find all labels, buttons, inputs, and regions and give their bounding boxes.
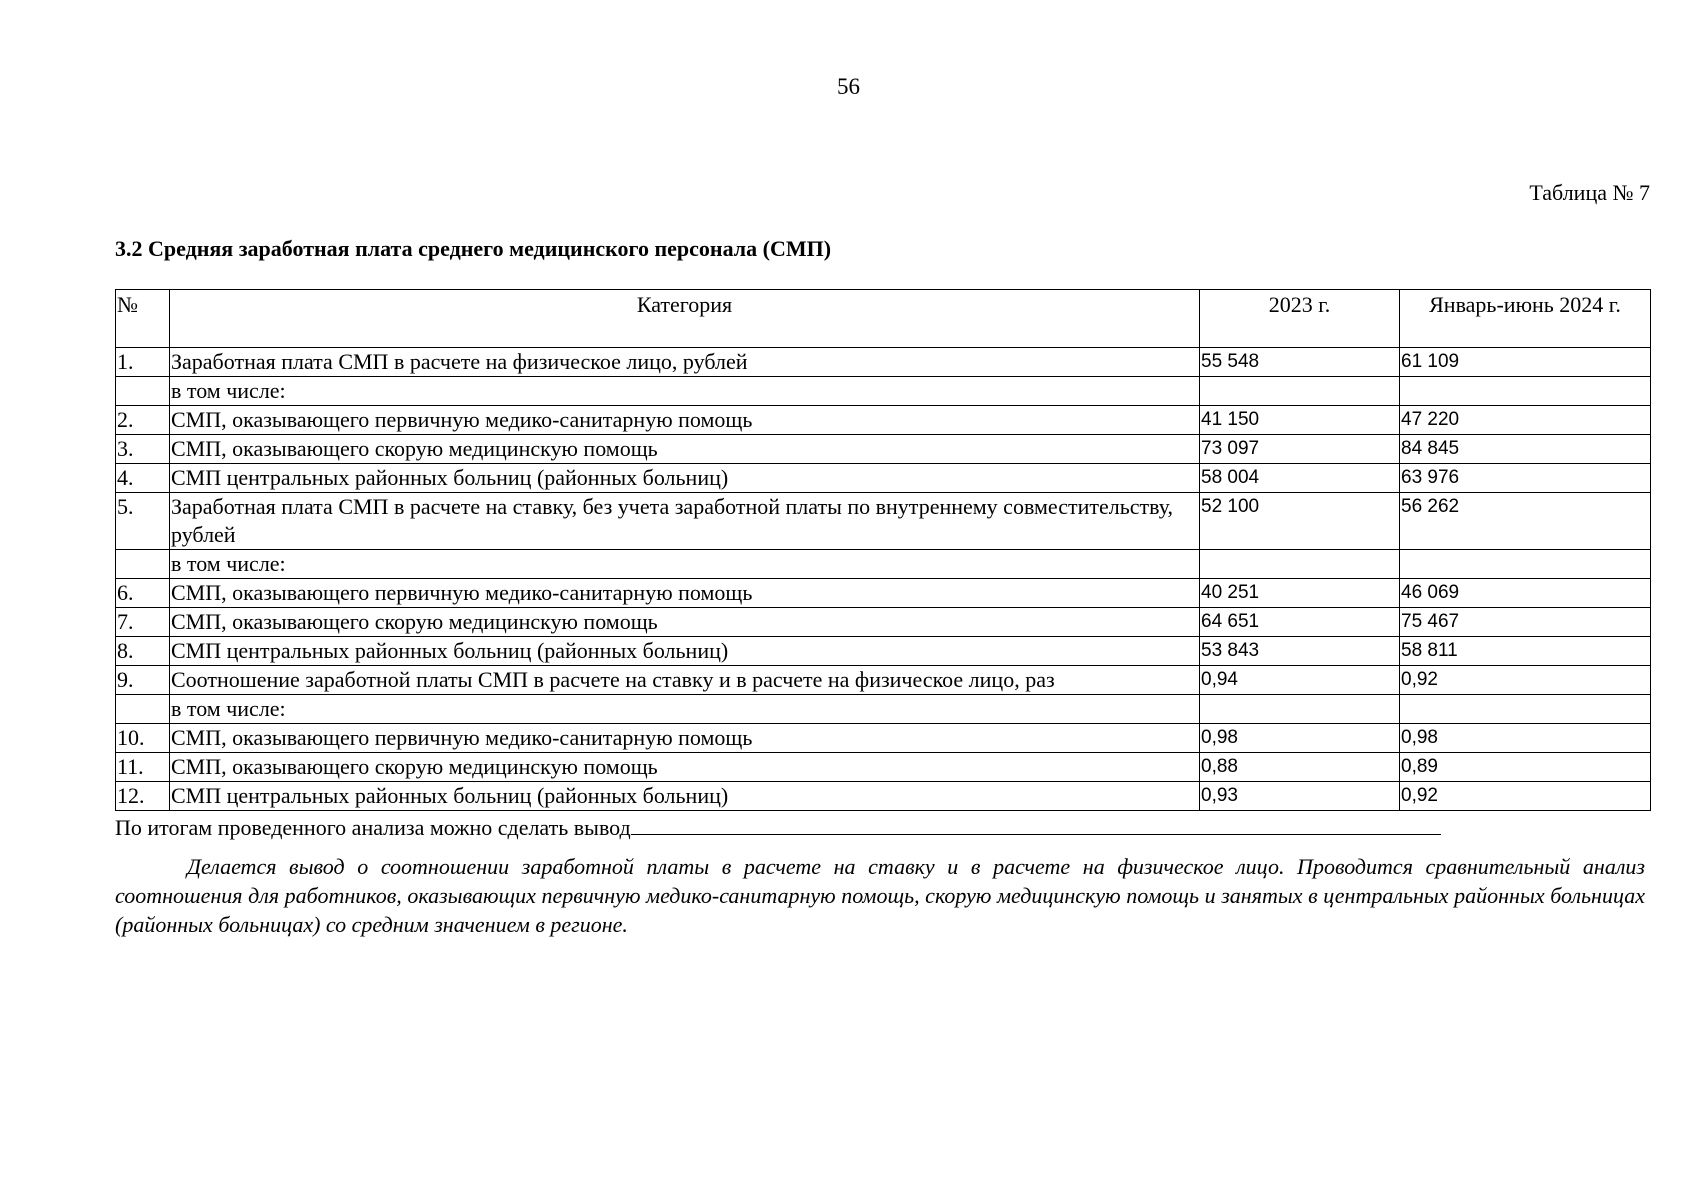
- row-number: 4.: [116, 464, 170, 493]
- row-value-2024: 0,92: [1400, 782, 1651, 811]
- row-value-2023: 53 843: [1200, 637, 1400, 666]
- row-value-2023: 55 548: [1200, 348, 1400, 377]
- row-value-2024: 47 220: [1400, 406, 1651, 435]
- row-number: [116, 377, 170, 406]
- table-row: [116, 464, 1651, 493]
- table-header-row: [116, 290, 1651, 348]
- conclusion-blank: [631, 814, 1441, 835]
- table-row: [116, 348, 1651, 377]
- table-row: [116, 550, 1651, 579]
- row-value-2023: 0,93: [1200, 782, 1400, 811]
- header-category: Категория: [170, 290, 1200, 348]
- row-value-2024: 46 069: [1400, 579, 1651, 608]
- conclusion-line: [115, 814, 1441, 841]
- row-value-2024: 61 109: [1400, 348, 1651, 377]
- row-number: 2.: [116, 406, 170, 435]
- row-number: [116, 695, 170, 724]
- row-category: СМП центральных районных больниц (районных больниц): [170, 637, 1200, 666]
- instruction-note: Делается вывод о соотношении заработной платы в расчете на ставку и в расчете на физическое лицо. Проводится сравнительный анализ соотношения для работников, оказывающих первичную медико-санитарную помощь, скорую медицинскую помощь и занятых в центральных районных больницах (районных больницах) со средним значением в регионе.: [115, 854, 1645, 937]
- row-category: СМП, оказывающего первичную медико-санитарную помощь: [170, 724, 1200, 753]
- row-number: 9.: [116, 666, 170, 695]
- header-2024: Январь-июнь 2024 г.: [1400, 290, 1651, 348]
- table-row: [116, 608, 1651, 637]
- table-caption: Таблица № 7: [1529, 180, 1650, 205]
- table-row: [116, 435, 1651, 464]
- row-value-2023: 0,98: [1200, 724, 1400, 753]
- row-number: 5.: [116, 493, 170, 550]
- row-category: СМП центральных районных больниц (районных больниц): [170, 782, 1200, 811]
- table-row: [116, 753, 1651, 782]
- row-number: 1.: [116, 348, 170, 377]
- header-2023: 2023 г.: [1200, 290, 1400, 348]
- row-category: СМП, оказывающего скорую медицинскую помощь: [170, 608, 1200, 637]
- table-row: [116, 493, 1651, 550]
- table-row: [116, 782, 1651, 811]
- salary-table: [115, 289, 1651, 811]
- row-value-2023: 0,94: [1200, 666, 1400, 695]
- row-category: СМП, оказывающего первичную медико-санитарную помощь: [170, 579, 1200, 608]
- row-value-2024: 0,98: [1400, 724, 1651, 753]
- row-value-2023: 73 097: [1200, 435, 1400, 464]
- row-category: Заработная плата СМП в расчете на физическое лицо, рублей: [170, 348, 1200, 377]
- table-row: [116, 377, 1651, 406]
- row-value-2023: 40 251: [1200, 579, 1400, 608]
- row-value-2023: 0,88: [1200, 753, 1400, 782]
- row-value-2024: 58 811: [1400, 637, 1651, 666]
- row-category: в том числе:: [170, 377, 1200, 406]
- row-value-2024: 75 467: [1400, 608, 1651, 637]
- row-category: Соотношение заработной платы СМП в расчете на ставку и в расчете на физическое лицо, раз: [170, 666, 1200, 695]
- row-value-2023: 64 651: [1200, 608, 1400, 637]
- table-row: [116, 406, 1651, 435]
- row-category: Заработная плата СМП в расчете на ставку, без учета заработной платы по внутреннему совместительству, рублей: [170, 493, 1200, 550]
- table-row: [116, 666, 1651, 695]
- row-value-2024: [1400, 377, 1651, 406]
- row-category: СМП, оказывающего первичную медико-санитарную помощь: [170, 406, 1200, 435]
- row-value-2023: [1200, 695, 1400, 724]
- row-number: 12.: [116, 782, 170, 811]
- row-category: СМП центральных районных больниц (районных больниц): [170, 464, 1200, 493]
- row-number: 3.: [116, 435, 170, 464]
- row-category: СМП, оказывающего скорую медицинскую помощь: [170, 435, 1200, 464]
- row-category: в том числе:: [170, 550, 1200, 579]
- row-value-2024: 63 976: [1400, 464, 1651, 493]
- page-number: 56: [837, 74, 860, 99]
- row-value-2024: 0,89: [1400, 753, 1651, 782]
- row-number: 11.: [116, 753, 170, 782]
- row-number: 7.: [116, 608, 170, 637]
- row-value-2023: 52 100: [1200, 493, 1400, 550]
- row-value-2023: 41 150: [1200, 406, 1400, 435]
- row-number: 6.: [116, 579, 170, 608]
- table-row: [116, 695, 1651, 724]
- conclusion-label: По итогам проведенного анализа можно сделать вывод: [115, 815, 631, 840]
- table-row: [116, 724, 1651, 753]
- row-value-2023: [1200, 550, 1400, 579]
- header-number: №: [116, 290, 170, 348]
- row-number: [116, 550, 170, 579]
- row-value-2023: [1200, 377, 1400, 406]
- row-category: в том числе:: [170, 695, 1200, 724]
- row-value-2024: 84 845: [1400, 435, 1651, 464]
- row-value-2024: [1400, 695, 1651, 724]
- row-value-2023: 58 004: [1200, 464, 1400, 493]
- row-value-2024: 0,92: [1400, 666, 1651, 695]
- row-category: СМП, оказывающего скорую медицинскую помощь: [170, 753, 1200, 782]
- row-number: 10.: [116, 724, 170, 753]
- table-row: [116, 637, 1651, 666]
- section-title: 3.2 Средняя заработная плата среднего медицинского персонала (СМП): [115, 236, 832, 261]
- row-value-2024: 56 262: [1400, 493, 1651, 550]
- row-number: 8.: [116, 637, 170, 666]
- row-value-2024: [1400, 550, 1651, 579]
- table-row: [116, 579, 1651, 608]
- table-body: [116, 348, 1651, 811]
